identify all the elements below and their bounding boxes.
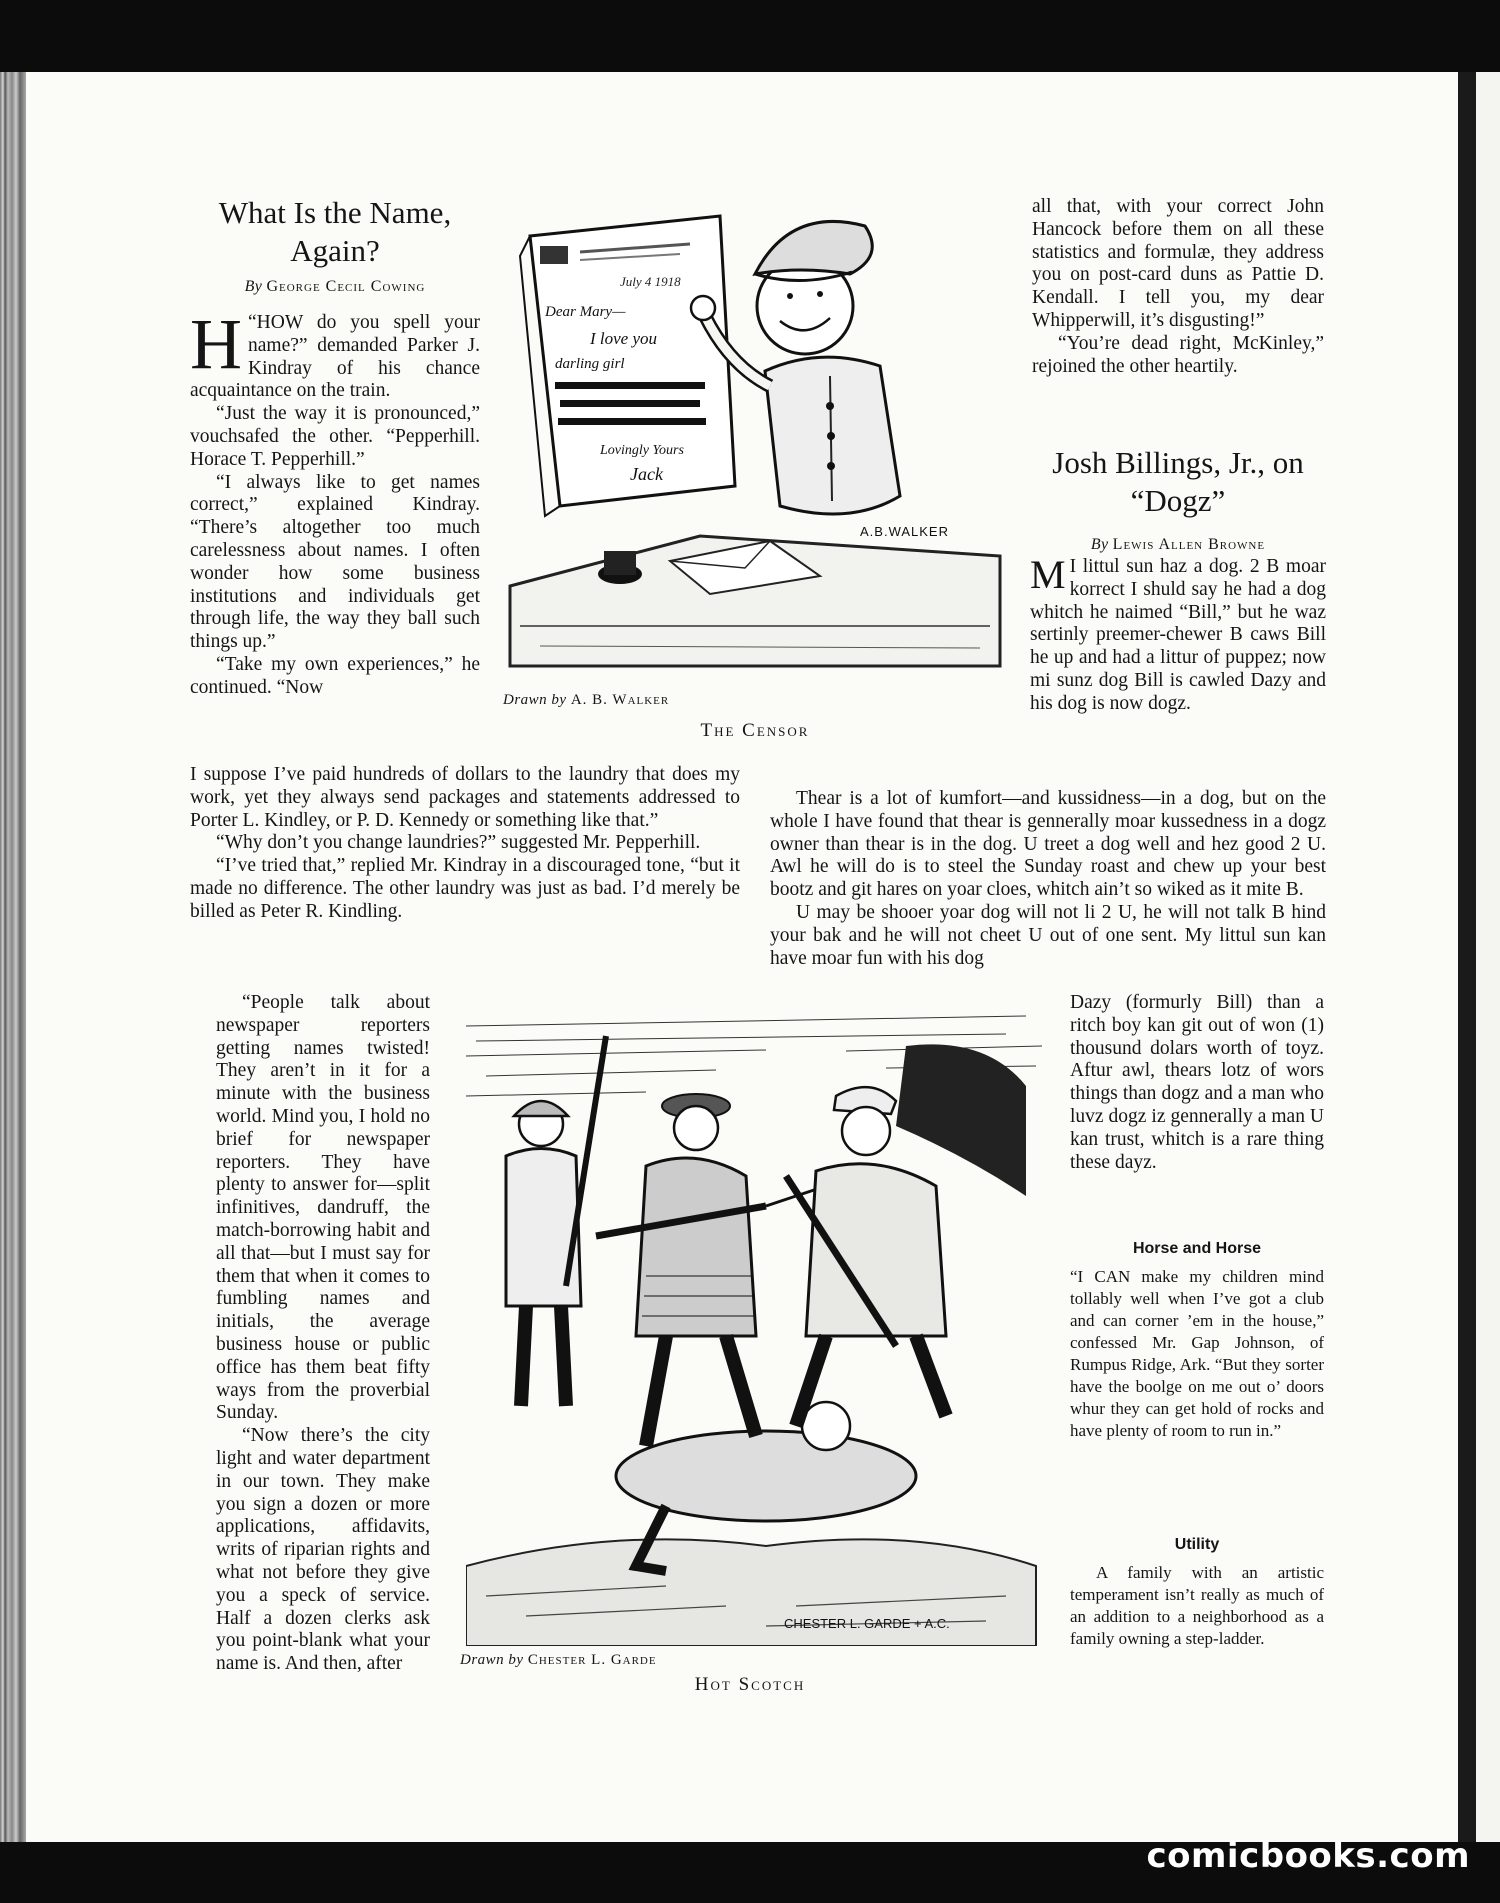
censor-drawing [500, 196, 1010, 676]
letter-date: July 4 1918 [620, 274, 681, 289]
illustration2-signature: CHESTER L. GARDE + A.C. [784, 1616, 950, 1631]
article1-byline [190, 278, 480, 296]
article1-paragraph-4b: I suppose I’ve paid hundreds of dollars to the laundry that does my work, yet they always send packages and statements addressed to Porter L. Kindley, or P. D. Kennedy or something like that.” [190, 764, 740, 831]
illustration1-title: The Censor [700, 720, 810, 741]
letter-closing: Lovingly Yours [600, 443, 684, 458]
article2-column-wide [770, 788, 1326, 970]
article1-paragraph-5: “Why don’t you change laundries?” suggested Mr. Pepperhill. [216, 832, 701, 854]
site-watermark: comicbooks.com [1146, 1836, 1470, 1876]
article2-title: Josh Billings, Jr., on “Dogz” [1052, 445, 1304, 518]
dropcap: M [1030, 552, 1066, 597]
article4-paragraph: A family with an artistic temperament isn’t really as much of an addition to a neighborhood as a family owning a step-ladder. [1070, 1563, 1324, 1648]
illustration2-credit [460, 1652, 657, 1669]
next-page-edge [1476, 72, 1500, 1842]
byline-prefix: By [1090, 536, 1109, 553]
article1-paragraph-6: “I’ve tried that,” replied Mr. Kindray in a discouraged tone, “but it made no difference. The other laundry was just as bad. I’d merely be billed as Peter R. Kindling. [190, 855, 740, 922]
article4-body [1070, 1562, 1324, 1650]
illustration1-artist: A. B. Walker [570, 692, 670, 708]
illustration-the-censor [500, 196, 1010, 676]
book-binding-edge [0, 72, 26, 1842]
article1-title: What Is the Name, Again? [218, 195, 452, 268]
article1-header [190, 194, 480, 296]
article1-paragraph-1: H “HOW do you spell your name?” demanded Parker J. Kindray of his chance acquaintance on the train. [190, 304, 480, 402]
letter-salutation: Dear Mary— [545, 304, 626, 320]
article1-paragraph-9: all that, with your correct John Hancock before them on all these statistics and formulæ, they address you on post-card duns as Pattie D. Kendall. I tell you, my dear Whipperwill, it’s disgusting!” [1032, 196, 1324, 331]
letter-signature: Jack [630, 464, 663, 484]
article2-column-bottom [1070, 992, 1324, 1174]
article1-column-bottom [216, 992, 430, 1676]
article2-column-top [1030, 552, 1326, 716]
article2-author: Lewis Allen Browne [1112, 536, 1266, 553]
article2-byline [1030, 536, 1326, 554]
article4-title: Utility [1174, 1536, 1220, 1553]
article1-author: George Cecil Cowing [266, 278, 426, 295]
article3-paragraph: “I CAN make my children mind tollably well when I’ve got a club and can corner ’em in the house,” confessed Mr. Gap Johnson, of Rumpus Ridge, Ark. “But they sorter have the boolge on me out o’ doors whur they can get hold of rocks and have plenty of room to run in.” [1070, 1267, 1324, 1440]
credit-prefix: Drawn by [460, 1652, 524, 1668]
hot-scotch-drawing [466, 1006, 1042, 1646]
illustration2-artist: Chester L. Garde [527, 1652, 657, 1668]
credit-prefix: Drawn by [503, 692, 567, 708]
article2-paragraph-2: Thear is a lot of kumfort—and kussidness—in a dog, but on the whole I have found that thear is gennerally moar kussedness in a dogz owner than thear is in the dog. U treet a dog well and hez good 2 U. Awl he will do is to steel the Sunday roast and chew up your best bootz and git hares on yoar cloes, whitch ain’t so wiked as it mite B. [770, 788, 1326, 901]
article2-paragraph-3a: U may be shooer yoar dog will not li 2 U, he will not talk B hind your bak and he will not cheet U out of one sent. My littul sun kan have moar fun with his dog [770, 901, 1326, 969]
article3-title: Horse and Horse [1132, 1240, 1262, 1257]
article1-paragraph-3: “I always like to get names correct,” explained Kindray. “There’s altogether too much carelessness about names. I often wonder how some business institutions and individuals get through life, the way they ball such things up.” [190, 471, 480, 653]
illustration1-credit [503, 692, 669, 709]
article1-paragraph-2: “Just the way it is pronounced,” vouchsafed the other. “Pepperhill. Horace T. Pepperhill.” [190, 403, 480, 470]
article2-paragraph-3b: Dazy (formurly Bill) than a ritch boy kan git out of won (1) thousund dolars worth of toyz. Aftur awl, thears lotz of wors things than dogz and a man who luvz dogz iz gennerally a man U kan trust, whitch is a rare thing these dayz. [1070, 992, 1324, 1173]
illustration2-title: Hot Scotch [694, 1674, 806, 1695]
article1-paragraph-4a: “Take my own experiences,” he continued. “Now [190, 653, 480, 698]
illustration1-signature: A.B.WALKER [860, 524, 949, 539]
article1-column-top [190, 304, 480, 700]
dropcap: H [190, 304, 242, 384]
illustration-hot-scotch [466, 1006, 1042, 1646]
article2-header [1030, 444, 1326, 554]
article2-paragraph-1: M I littul sun haz a dog. 2 B moar korrect I shuld say he had a dog whitch he naimed “Bill,” but he waz sertinly preemer-chewer B caws Bill he up and had a littur of puppez; now mi sunz dog Bill is cawled Dazy and his dog is now dogz. [1030, 552, 1326, 714]
article3-body [1070, 1266, 1324, 1442]
article1-paragraph-7: “People talk about newspaper reporters getting names twisted! They aren’t in it for a minute with the business world. Mind you, I hold no brief for newspaper reporters. They have plenty to answer for—split infinitives, dandruff, the match-borrowing habit and all that—but I must say for them that when it comes to fumbling names and initials, the average business house or public office has them beat fifty ways from the proverbial Sunday. [216, 992, 430, 1424]
article1-paragraph-8: “Now there’s the city light and water department in our town. They make you sign a dozen or more applications, affidavits, writs of riparian rights and what not before they give you a speck of service. Half a dozen clerks ask you point-blank what your name is. And then, after [216, 1425, 430, 1675]
byline-prefix: By [244, 278, 263, 295]
article1-column-wide [190, 764, 740, 924]
page-gutter [1458, 72, 1476, 1842]
letter-line-2: darling girl [555, 356, 625, 372]
article1-paragraph-10: “You’re dead right, McKinley,” rejoined the other heartily. [1032, 332, 1324, 377]
letter-line-1: I love you [590, 329, 658, 348]
article1-column-right [1032, 196, 1324, 378]
